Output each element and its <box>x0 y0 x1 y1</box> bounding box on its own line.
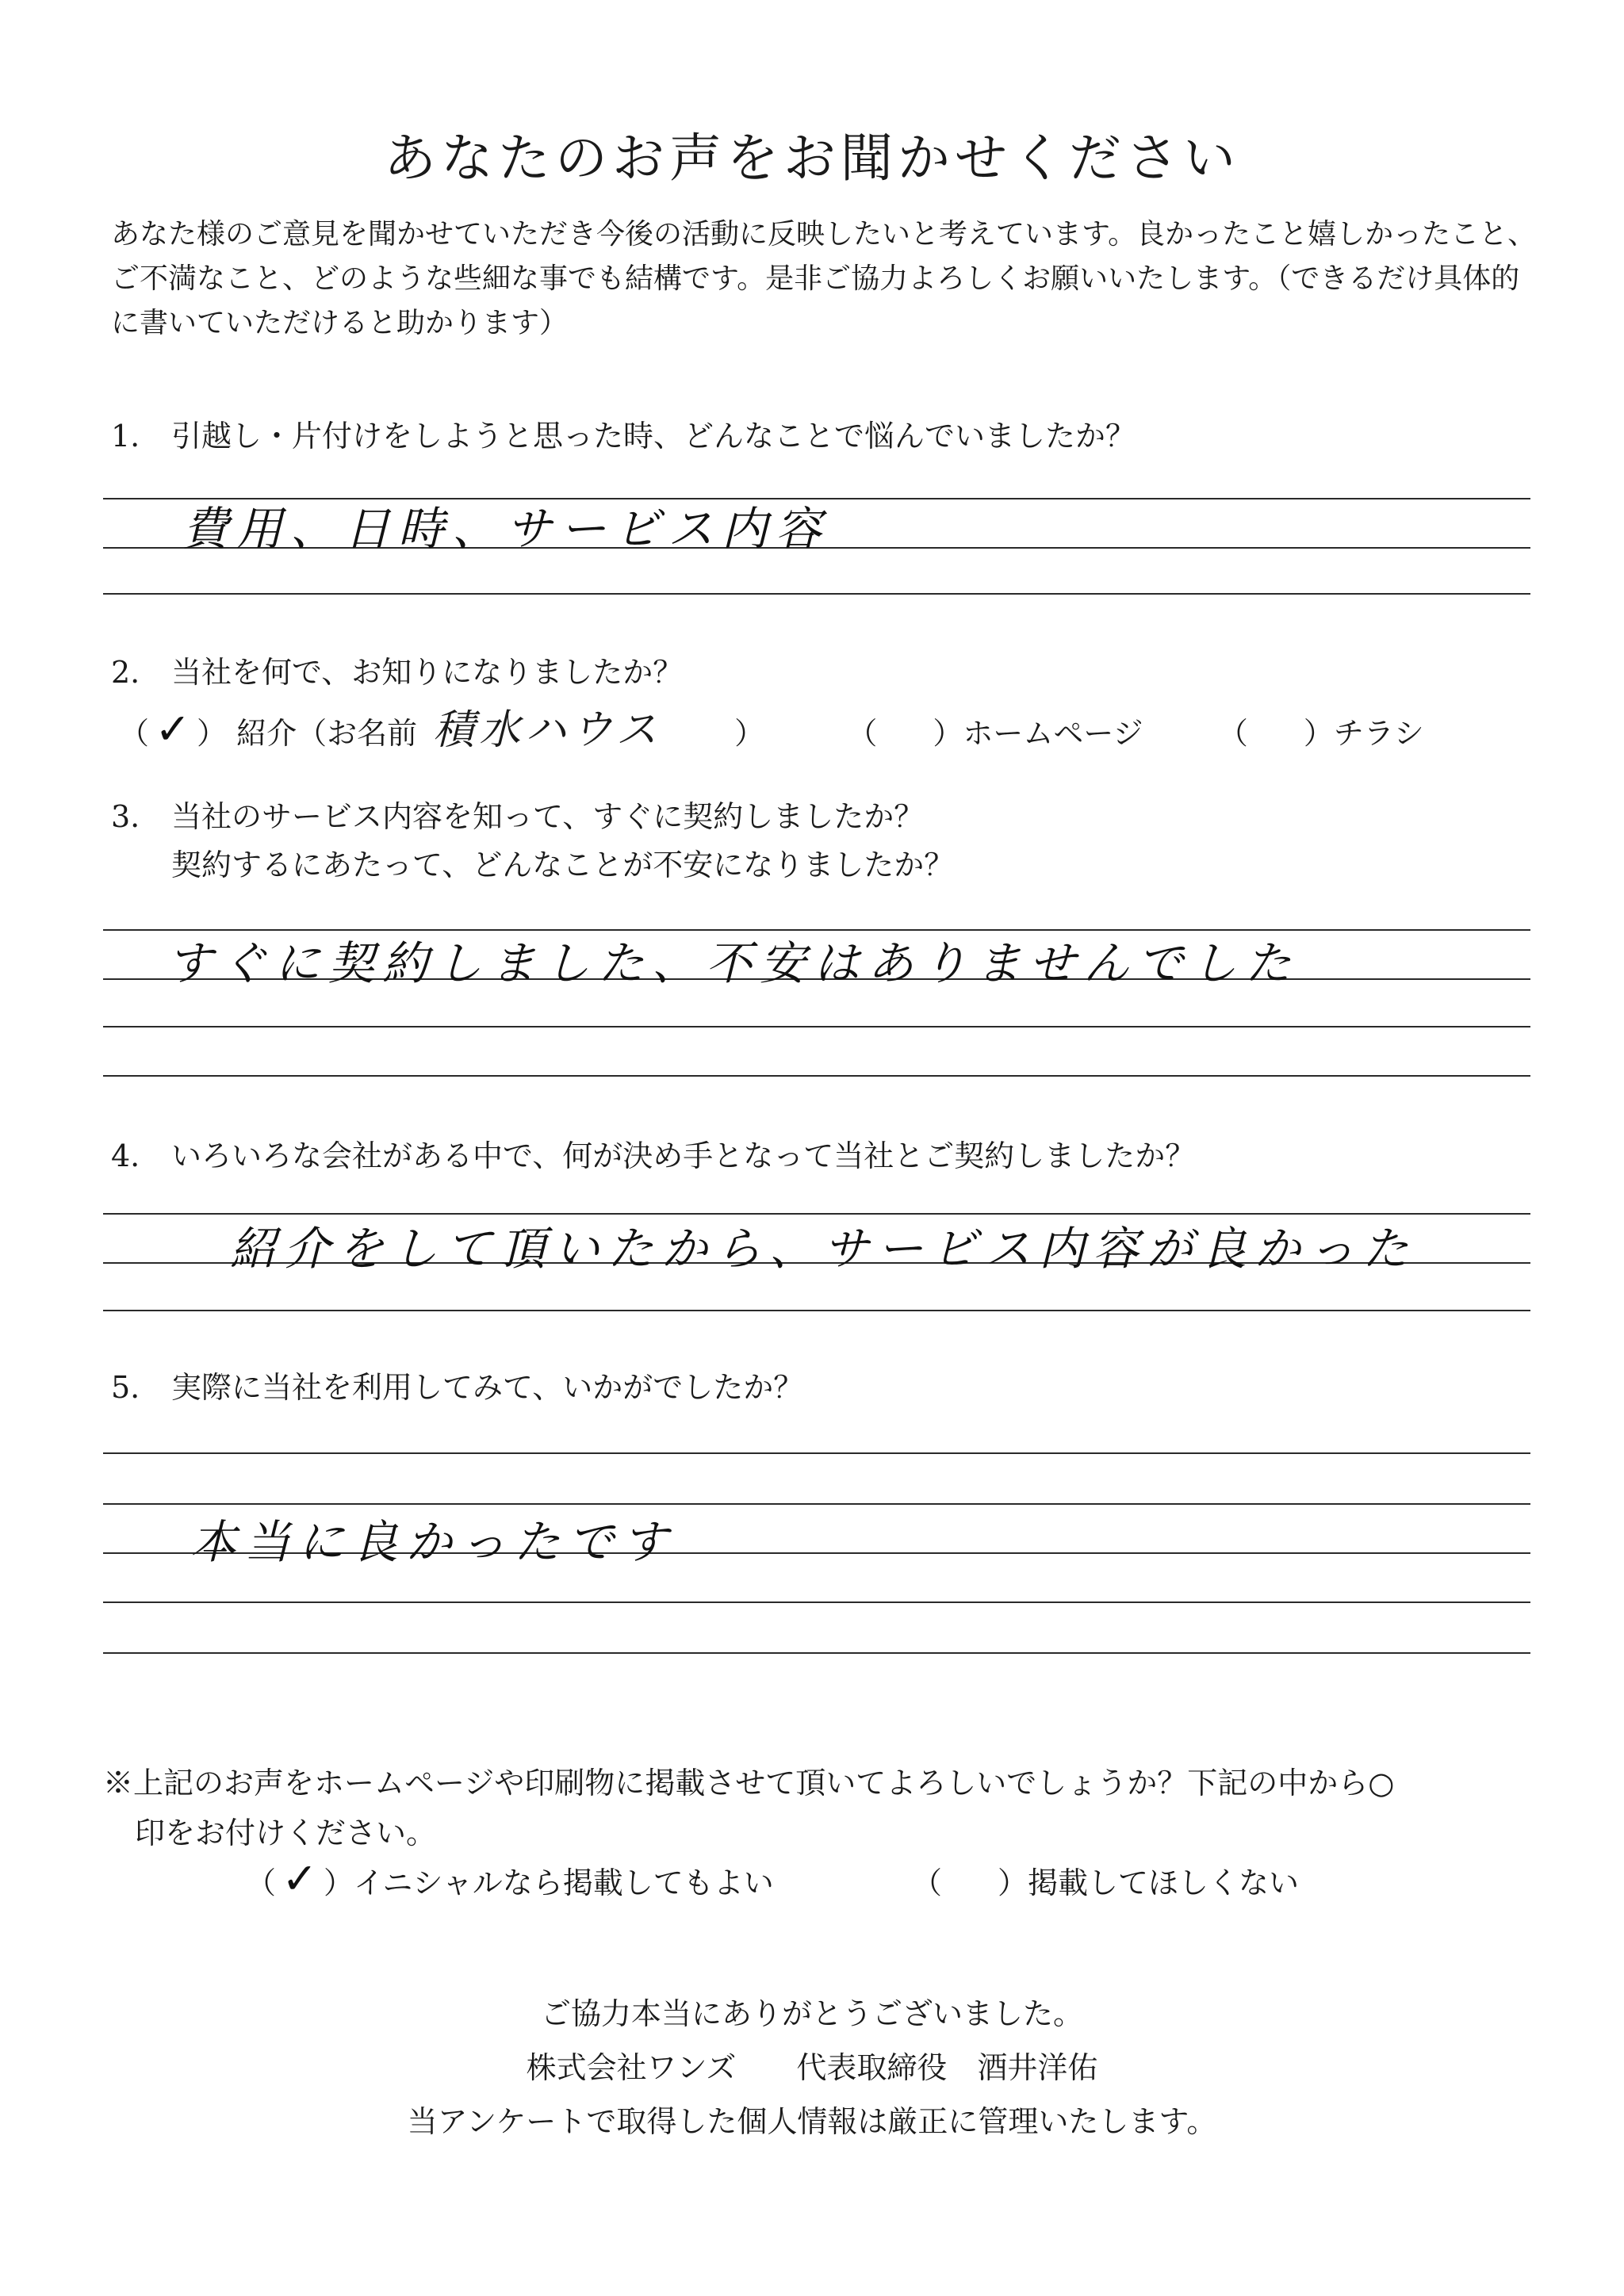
answer-line <box>103 1652 1530 1654</box>
question-number: 4. <box>111 1138 140 1173</box>
question-4 <box>111 1132 1195 1181</box>
question-number: 3. <box>111 799 140 834</box>
answer-1-handwriting: 費用、日時、サービス内容 <box>182 502 830 556</box>
checkbox-no-publish[interactable]: （ ） <box>911 1866 1028 1900</box>
question-text: 当社のサービス内容を知って、すぐに契約しましたか？ <box>171 799 925 834</box>
question-5 <box>111 1364 803 1412</box>
question-text: 実際に当社を利用してみて、いかがでしたか？ <box>171 1370 804 1405</box>
answer-line <box>103 1452 1530 1454</box>
check-mark-icon: ✓ <box>282 1854 318 1904</box>
publish-question-text-2: 印をお付けください。 <box>135 1815 437 1850</box>
publish-options <box>246 1854 1299 1904</box>
option-homepage-label: ホームページ <box>963 716 1143 751</box>
answer-5-handwriting: 本当に良かったです <box>190 1515 676 1569</box>
option-no-publish-label: 掲載してほしくない <box>1027 1866 1299 1900</box>
answer-line <box>103 1026 1530 1027</box>
option-flyer-label: チラシ <box>1333 716 1424 751</box>
answer-line <box>103 1310 1530 1311</box>
question-number: 2. <box>111 655 140 690</box>
check-mark-icon: ✓ <box>155 704 191 754</box>
answer-line <box>103 1075 1530 1077</box>
option-referral-label: 紹介（お名前 <box>236 716 418 751</box>
intro-text: あなた様のご意見を聞かせていただき今後の活動に反映したいと考えています。良かったこと嬉しかったこと、ご不満なこと、どのような些細な事でも結構です。是非ご協力よろしくお願いいたします。（できるだけ具体的に書いていただけると助かります） <box>111 218 1537 339</box>
checkbox-flyer[interactable]: （ ） <box>1217 716 1334 751</box>
question-text: いろいろな会社がある中で、何が決め手となって当社とご契約しましたか？ <box>171 1138 1196 1173</box>
footer-company: 株式会社ワンズ 代表取締役 酒井洋佑 <box>526 2050 1098 2085</box>
question-number: 5. <box>111 1370 140 1405</box>
option-initial-label: イニシャルなら掲載してもよい <box>354 1866 774 1900</box>
checkbox-initial[interactable]: （ ✓ ） <box>246 1854 354 1904</box>
checkbox-referral[interactable]: （ ✓ ） <box>119 704 228 754</box>
question-3 <box>111 793 954 890</box>
checkbox-homepage[interactable]: （ ） <box>847 716 963 751</box>
question-1 <box>111 412 1136 461</box>
answer-4-handwriting: 紹介をして頂いたから、サービス内容が良かった <box>230 1222 1417 1276</box>
page-title: あなたのお声をお聞かせください <box>384 128 1240 189</box>
question-text: 引越し・片付けをしようと思った時、どんなことで悩んでいましたか？ <box>171 419 1136 453</box>
question-text: 当社を何で、お知りになりましたか？ <box>171 655 684 690</box>
source-options: （ ✓ ） 紹介（お名前 積水ハウス ） （ ）ホームページ （ ）チラシ <box>119 696 1424 756</box>
answer-line <box>103 593 1530 595</box>
referral-name-handwriting: 積水ハウス <box>433 706 662 754</box>
question-text-2: 契約するにあたって、どんなことが不安になりましたか？ <box>171 847 955 882</box>
answer-3-handwriting: すぐに契約しました、不安はありませんでした <box>167 936 1300 990</box>
footer-thanks: ご協力本当にありがとうございました。 <box>540 1996 1083 2031</box>
answer-line <box>103 1601 1530 1603</box>
publish-question-text: ※上記のお声をホームページや印刷物に掲載させて頂いてよろしいでしょうか？下記の中から○ <box>103 1766 1395 1800</box>
question-2 <box>111 649 683 697</box>
question-number: 1. <box>111 419 140 453</box>
publish-question <box>103 1758 1394 1858</box>
footer-privacy: 当アンケートで取得した個人情報は厳正に管理いたします。 <box>407 2104 1217 2139</box>
